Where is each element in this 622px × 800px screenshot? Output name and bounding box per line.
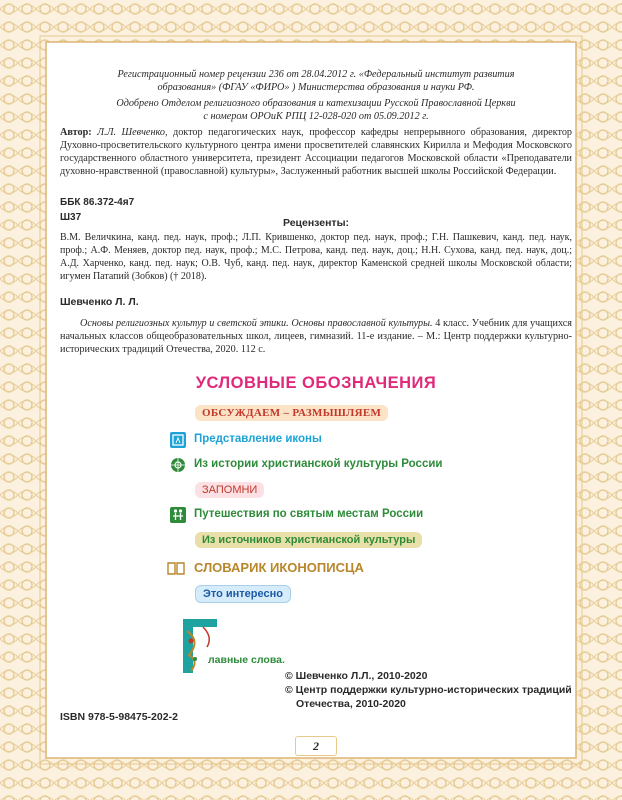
biblio-title: Основы религиозных культур и светской этики. Основы православной культуры. xyxy=(80,318,433,329)
legend-history: Из истории христианской культуры России xyxy=(194,458,443,470)
udk-code: Ш37 xyxy=(60,212,82,223)
bbk-code: ББК 86.372-4я7 xyxy=(60,197,135,208)
initial-caption: лавные слова. xyxy=(208,654,285,666)
imprint-page xyxy=(60,56,573,753)
page-number: 2 xyxy=(295,736,337,756)
pilgrims-icon xyxy=(170,507,186,523)
copyright-center: © Центр поддержки культурно-исторических традиций xyxy=(285,684,572,696)
biblio-description xyxy=(60,317,572,356)
ornament-icon xyxy=(170,457,186,473)
author-label: Автор: xyxy=(60,127,92,138)
legend-title: УСЛОВНЫЕ ОБОЗНАЧЕНИЯ xyxy=(195,374,437,392)
reviewers-title: Рецензенты: xyxy=(282,217,350,229)
initial-letter-text: Г xyxy=(173,598,183,615)
copyright-author: © Шевченко Л.Л., 2010-2020 xyxy=(285,670,428,682)
legend-discuss-badge: ОБСУЖДАЕМ – РАЗМЫШЛЯЕМ xyxy=(195,405,388,421)
legend-sources-badge: Из источников христианской культуры xyxy=(195,532,422,548)
reviewers-text: В.М. Величкина, канд. пед. наук, проф.; Л.П. Крившенко, доктор пед. наук, проф.; Г.Н. Пашкевич, канд. пед. наук, проф.; А.Ф. Меняев, доктор пед. наук, проф.; М.С. Петрова, канд. пед. наук, доц.; Н.Н. Сухова, канд. пед. наук, доц.; А.Д. Харченко, канд. пед. наук; О.В. Чуб, канд. пед. наук, директор Каменской средней школы Московской области; игумен Патапий (Зобков) († 2018). xyxy=(60,232,572,282)
legend-pilgrimage: Путешествия по святым местам России xyxy=(194,508,424,520)
decorated-initial-letter xyxy=(173,598,223,681)
author-name: Л.Л. Шевченко xyxy=(97,127,165,138)
registration-line-2: образования» (ФГАУ «ФИРО» ) Министерства образования и науки РФ. xyxy=(157,82,475,93)
biblio-rest: 4 класс. Учебник для учащихся начальных классов общеобразовательных школ, лицеев, гимназий. 11-е издание. – М.: Центр поддержки культурно-исторических традиций Отечества, 2020. 112 с. xyxy=(60,318,572,355)
legend-icon-presentation: Представление иконы xyxy=(194,433,322,445)
author-paragraph xyxy=(60,126,572,178)
approval-line-2: с номером ОРОиК РПЦ 12-028-020 от 05.09.2012 г. xyxy=(203,111,429,122)
isbn: ISBN 978-5-98475-202-2 xyxy=(60,711,178,723)
legend-interesting-badge: Это интересно xyxy=(195,585,291,603)
author-text: , доктор педагогических наук, профессор кафедры непрерывного образования, директор Духовно-просветительского культурного центра имени просветителей славянских Кирилла и Мефодия Московского государственного областного университета, президент Ассоциации педагогов Московской области «Преподаватели духовно-нравственной (православной) культуры», Заслуженный работник высшей школы Российской Федерации. xyxy=(60,127,573,177)
registration-line-1: Регистрационный номер рецензии 236 от 28.04.2012 г. «Федеральный институт развития xyxy=(117,69,515,80)
legend-dictionary: СЛОВАРИК ИКОНОПИСЦА xyxy=(194,560,364,575)
biblio-author: Шевченко Л. Л. xyxy=(60,296,139,308)
legend-remember-badge: ЗАПОМНИ xyxy=(195,482,264,498)
open-book-icon xyxy=(166,560,182,576)
approval-line-1: Одобрено Отделом религиозного образования и катехизации Русской Православной Церкви xyxy=(116,98,516,109)
icon-frame-icon xyxy=(170,432,186,448)
copyright-years: Отечества, 2010-2020 xyxy=(296,698,406,710)
